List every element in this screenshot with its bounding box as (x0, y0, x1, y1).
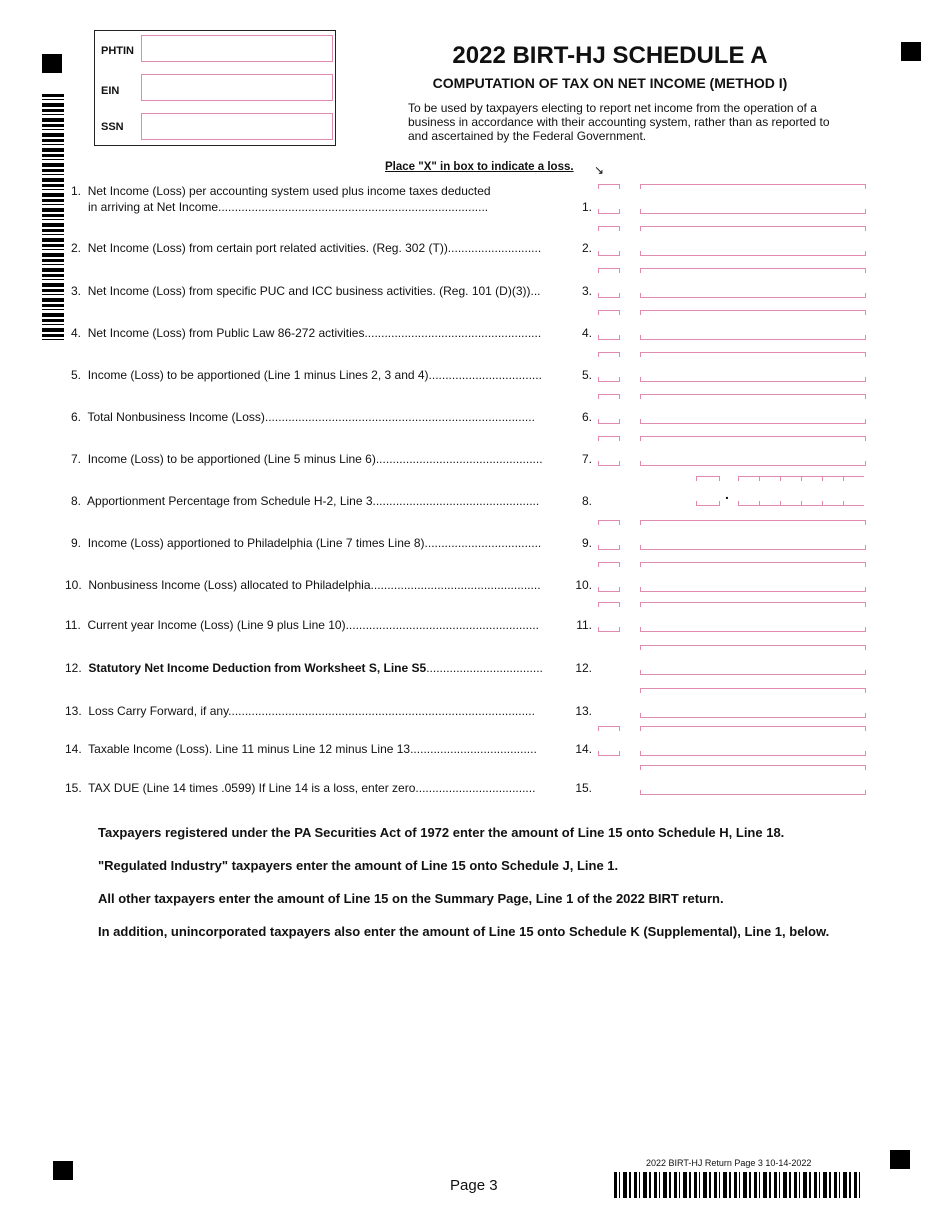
line-1-label: 1. Net Income (Loss) per accounting system used plus income taxes deducted (71, 184, 491, 198)
form-code: 2022 BIRT-HJ Return Page 3 10-14-2022 (646, 1158, 812, 1168)
line-12-amount-field[interactable] (640, 645, 864, 675)
line-2-number: 2. (581, 241, 592, 255)
line-5-amount-field[interactable] (640, 352, 864, 382)
line-15-label: 15. TAX DUE (Line 14 times .0599) If Line 14 is a loss, enter zero.................................... (65, 781, 536, 795)
line-6-number: 6. (581, 410, 592, 424)
line-7-label: 7. Income (Loss) to be apportioned (Line 5 minus Line 6).................................................. (71, 452, 543, 466)
line-2-label: 2. Net Income (Loss) from certain port related activities. (Reg. 302 (T))............................ (71, 241, 542, 255)
line-3-number: 3. (581, 284, 592, 298)
line-1-amount-field[interactable] (640, 184, 864, 214)
line-10-loss-checkbox[interactable] (598, 562, 618, 592)
registration-mark-bottom-left (53, 1161, 73, 1180)
line-7-number: 7. (581, 452, 592, 466)
taxpayer-id-box (94, 30, 336, 146)
line-4-label: 4. Net Income (Loss) from Public Law 86-272 activities..................................................... (71, 326, 542, 340)
note-securities-act: Taxpayers registered under the PA Securities Act of 1972 enter the amount of Line 15 onto Schedule H, Line 18. (98, 825, 785, 840)
line-4-number: 4. (581, 326, 592, 340)
line-3-loss-checkbox[interactable] (598, 268, 618, 298)
line-14-number: 14. (575, 742, 592, 756)
ein-field[interactable] (141, 74, 333, 101)
line-10-number: 10. (575, 578, 592, 592)
page-subtitle: COMPUTATION OF TAX ON NET INCOME (METHOD I) (432, 75, 788, 91)
line-14-amount-field[interactable] (640, 726, 864, 756)
registration-mark-top-right (901, 42, 921, 61)
line-14-loss-checkbox[interactable] (598, 726, 618, 756)
line-9-amount-field[interactable] (640, 520, 864, 550)
line-4-loss-checkbox[interactable] (598, 310, 618, 340)
line-11-loss-checkbox[interactable] (598, 602, 618, 632)
line-9-label: 9. Income (Loss) apportioned to Philadelphia (Line 7 times Line 8)................................... (71, 536, 542, 550)
line-14-label: 14. Taxable Income (Loss). Line 11 minus Line 12 minus Line 13...................................... (65, 742, 537, 756)
page-number: Page 3 (450, 1177, 498, 1194)
line-13-amount-field[interactable] (640, 688, 864, 718)
line-10-amount-field[interactable] (640, 562, 864, 592)
line-13-number: 13. (575, 704, 592, 718)
line-8-percentage-whole-field[interactable] (696, 476, 718, 506)
line-2-amount-field[interactable] (640, 226, 864, 256)
ssn-label: SSN (101, 121, 124, 133)
line-1-label-cont: in arriving at Net Income................................................................................. (88, 200, 489, 214)
line-15-amount-field[interactable] (640, 765, 864, 795)
phtin-label: PHTIN (101, 45, 134, 57)
line-5-label: 5. Income (Loss) to be apportioned (Line 1 minus Lines 2, 3 and 4).................................. (71, 368, 542, 382)
line-3-amount-field[interactable] (640, 268, 864, 298)
line-11-amount-field[interactable] (640, 602, 864, 632)
line-6-label: 6. Total Nonbusiness Income (Loss)................................................................................. (71, 410, 535, 424)
page-title: 2022 BIRT-HJ SCHEDULE A (452, 42, 768, 69)
line-6-loss-checkbox[interactable] (598, 394, 618, 424)
line-7-loss-checkbox[interactable] (598, 436, 618, 466)
ein-label: EIN (101, 85, 120, 97)
line-4-amount-field[interactable] (640, 310, 864, 340)
note-other-taxpayers: All other taxpayers enter the amount of Line 15 on the Summary Page, Line 1 of the 2022 BIRT return. (98, 891, 724, 906)
line-1-number: 1. (581, 200, 592, 214)
line-11-label: 11. Current year Income (Loss) (Line 9 plus Line 10).......................................................... (65, 618, 539, 632)
phtin-field[interactable] (141, 35, 333, 62)
line-9-number: 9. (581, 536, 592, 550)
registration-mark-bottom-right (890, 1150, 910, 1169)
vertical-barcode (42, 94, 64, 340)
line-12-number: 12. (575, 661, 592, 675)
line-12-label: 12. Statutory Net Income Deduction from Worksheet S, Line S5................................... (65, 661, 543, 675)
line-8-number: 8. (581, 494, 592, 508)
loss-instruction: Place "X" in box to indicate a loss. (385, 161, 574, 173)
arrow-down-right-icon: ↘ (594, 163, 605, 177)
line-5-number: 5. (581, 368, 592, 382)
note-regulated-industry: "Regulated Industry" taxpayers enter the amount of Line 15 onto Schedule J, Line 1. (98, 858, 619, 873)
line-10-label: 10. Nonbusiness Income (Loss) allocated to Philadelphia................................................... (65, 578, 541, 592)
line-5-loss-checkbox[interactable] (598, 352, 618, 382)
instructions-text: To be used by taxpayers electing to report net income from the operation of a business in accordance with their accounting system, rather than as reported to and ascertained by the Federal Government. (408, 101, 830, 143)
line-1-loss-checkbox[interactable] (598, 184, 618, 214)
line-13-label: 13. Loss Carry Forward, if any............................................................................................ (65, 704, 535, 718)
line-6-amount-field[interactable] (640, 394, 864, 424)
ssn-field[interactable] (141, 113, 333, 140)
line-8-decimal-point: . (725, 486, 729, 502)
footer-barcode (614, 1172, 860, 1198)
line-11-number: 11. (576, 618, 592, 632)
line-9-loss-checkbox[interactable] (598, 520, 618, 550)
registration-mark-top-left (42, 54, 62, 73)
line-3-label: 3. Net Income (Loss) from specific PUC and ICC business activities. (Reg. 101 (D)(3))... (71, 284, 541, 298)
line-2-loss-checkbox[interactable] (598, 226, 618, 256)
line-15-number: 15. (575, 781, 592, 795)
note-unincorporated: In addition, unincorporated taxpayers also enter the amount of Line 15 onto Schedule K (Supplemental), Line 1, below. (98, 924, 830, 939)
line-8-label: 8. Apportionment Percentage from Schedule H-2, Line 3.................................................. (71, 494, 540, 508)
line-8-percentage-decimal-field[interactable] (738, 476, 864, 506)
line-7-amount-field[interactable] (640, 436, 864, 466)
